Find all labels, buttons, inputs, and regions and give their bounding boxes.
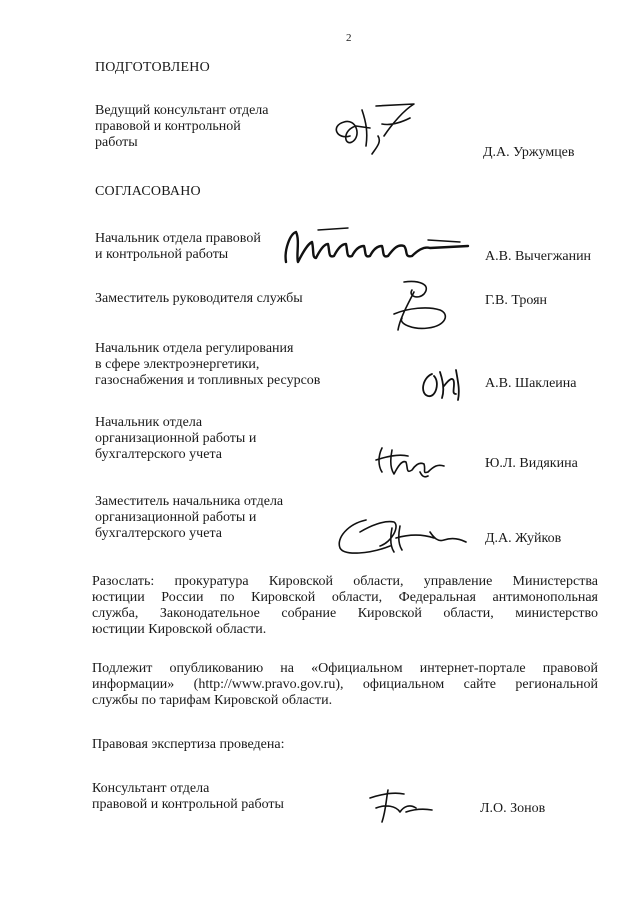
publication-line: Подлежит опубликованию на «Официальном интернет-портале правовой [92,661,598,676]
page-number: 2 [346,32,352,44]
signatory-name: Д.А. Жуйков [485,531,562,546]
title-line: Консультант отдела [92,781,210,796]
title-line: бухгалтерского учета [95,526,222,541]
title-line: правовой и контрольной [95,119,241,134]
distribution-line: юстиции России по Кировской области, Федеральная антимонопольная [92,590,598,605]
publication-paragraph [92,661,598,709]
signatory-title [95,415,256,463]
signature-urzhumtsev [322,96,442,158]
signature-shakleina [418,360,478,404]
signatory-name: Г.В. Троян [485,293,548,308]
signatory-name: А.В. Шаклеина [485,376,577,391]
signature-zhuikov [330,508,480,560]
title-line: организационной работы и [95,510,257,525]
title-line: организационной работы и [95,431,257,446]
signatory-title [95,494,283,542]
prepared-heading: ПОДГОТОВЛЕНО [95,60,210,75]
publication-line: информации» (http://www.pravo.gov.ru), официальном сайте региональной [92,677,598,692]
title-line: Заместитель руководителя службы [95,291,303,306]
distribution-paragraph [92,574,598,638]
prepared-name: Д.А. Уржумцев [483,145,575,160]
title-line: и контрольной работы [95,247,229,262]
signature-zonov [360,782,440,826]
signatory-name: А.В. Вычегжанин [485,249,592,264]
legal-review-heading: Правовая экспертиза проведена: [92,737,285,752]
distribution-line: юстиции Кировской области. [92,622,267,637]
signatory-name: Ю.Л. Видякина [485,456,578,471]
title-line: правовой и контрольной работы [92,797,284,812]
signatory-title [95,291,303,307]
title-line: Ведущий консультант отдела [95,103,269,118]
prepared-title [95,103,269,151]
title-line: Начальник отдела [95,415,203,430]
title-line: в сфере электроэнергетики, [95,357,260,372]
signature-vychegzhanin [278,220,478,270]
publication-line: службы по тарифам Кировской области. [92,693,333,708]
signature-vidyakina [372,440,462,480]
legal-review-title [92,781,284,813]
title-line: Заместитель начальника отдела [95,494,284,509]
distribution-line: Разослать: прокуратура Кировской области, управление Министерства [92,574,598,589]
legal-review-name: Л.О. Зонов [480,801,546,816]
title-line: работы [95,135,138,150]
approved-heading: СОГЛАСОВАНО [95,184,201,199]
title-line: Начальник отдела правовой [95,231,261,246]
signatory-title [95,341,320,389]
signatory-title [95,231,261,263]
title-line: бухгалтерского учета [95,447,222,462]
title-line: газоснабжения и топливных ресурсов [95,373,321,388]
title-line: Начальник отдела регулирования [95,341,294,356]
signature-troyan [378,274,468,338]
distribution-line: служба, Законодательное собрание Кировской области, министерство [92,606,598,621]
